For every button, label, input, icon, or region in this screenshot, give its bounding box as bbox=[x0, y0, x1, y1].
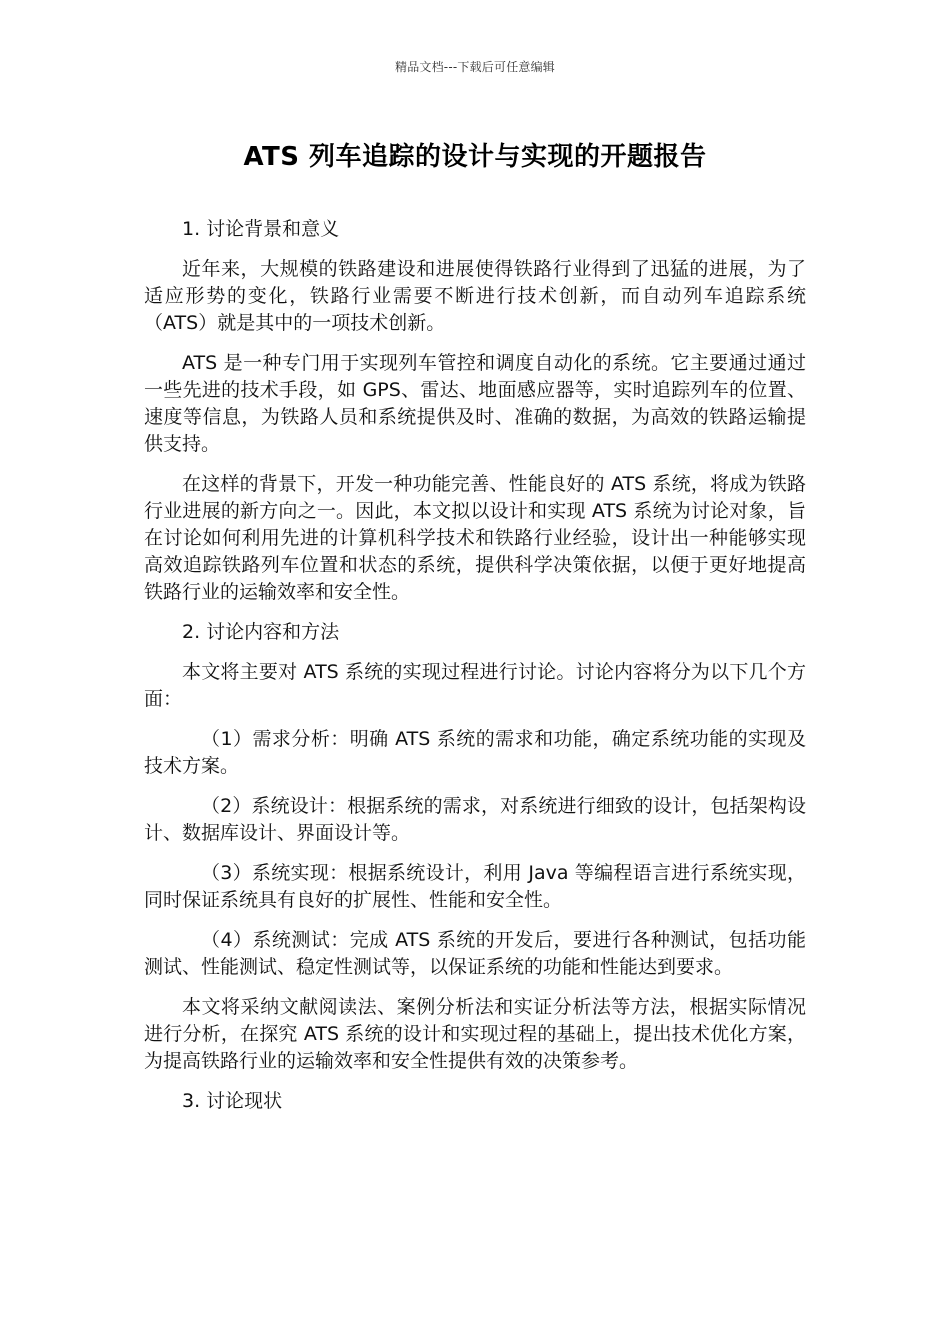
list-item: （1）需求分析：明确 ATS 系统的需求和功能，确定系统功能的实现及技术方案。 bbox=[144, 728, 806, 777]
paragraph: 近年来，大规模的铁路建设和进展使得铁路行业得到了迅猛的进展，为了适应形势的变化，铁路行业需要不断进行技术创新，而自动列车追踪系统（ATS）就是其中的一项技术创新。 bbox=[144, 258, 806, 334]
document-body bbox=[144, 216, 806, 1128]
list-item: （3）系统实现：根据系统设计，利用 Java 等编程语言进行系统实现，同时保证系统具有良好的扩展性、性能和安全性。 bbox=[144, 862, 806, 911]
paragraph: 在这样的背景下，开发一种功能完善、性能良好的 ATS 系统，将成为铁路行业进展的新方向之一。因此，本文拟以设计和实现 ATS 系统为讨论对象，旨在讨论如何利用先进的计算机科学技术和铁路行业经验，设计出一种能够实现高效追踪铁路列车位置和状态的系统，提供科学决策依据，以便于更好地提高铁路行业的运输效率和安全性。 bbox=[144, 473, 806, 603]
section-heading-1: 1. 讨论背景和意义 bbox=[182, 218, 340, 240]
list-item: （4）系统测试：完成 ATS 系统的开发后，要进行各种测试，包括功能测试、性能测试、稳定性测试等，以保证系统的功能和性能达到要求。 bbox=[144, 929, 806, 978]
paragraph: 本文将主要对 ATS 系统的实现过程进行讨论。讨论内容将分为以下几个方面： bbox=[144, 661, 806, 710]
paragraph: 本文将采纳文献阅读法、案例分析法和实证分析法等方法，根据实际情况进行分析，在探究 ATS 系统的设计和实现过程的基础上，提出技术优化方案，为提高铁路行业的运输效率和安全性提供有效的决策参考。 bbox=[144, 996, 806, 1072]
paragraph: ATS 是一种专门用于实现列车管控和调度自动化的系统。它主要通过通过一些先进的技术手段，如 GPS、雷达、地面感应器等，实时追踪列车的位置、速度等信息，为铁路人员和系统提供及时、准确的数据，为高效的铁路运输提供支持。 bbox=[144, 352, 806, 455]
header-note: 精品文档---下载后可任意编辑 bbox=[395, 60, 555, 74]
section-heading-2: 2. 讨论内容和方法 bbox=[182, 621, 340, 643]
section-heading-3: 3. 讨论现状 bbox=[182, 1090, 283, 1112]
list-item: （2）系统设计：根据系统的需求，对系统进行细致的设计，包括架构设计、数据库设计、界面设计等。 bbox=[144, 795, 806, 844]
document-title: ATS 列车追踪的设计与实现的开题报告 bbox=[243, 142, 707, 172]
